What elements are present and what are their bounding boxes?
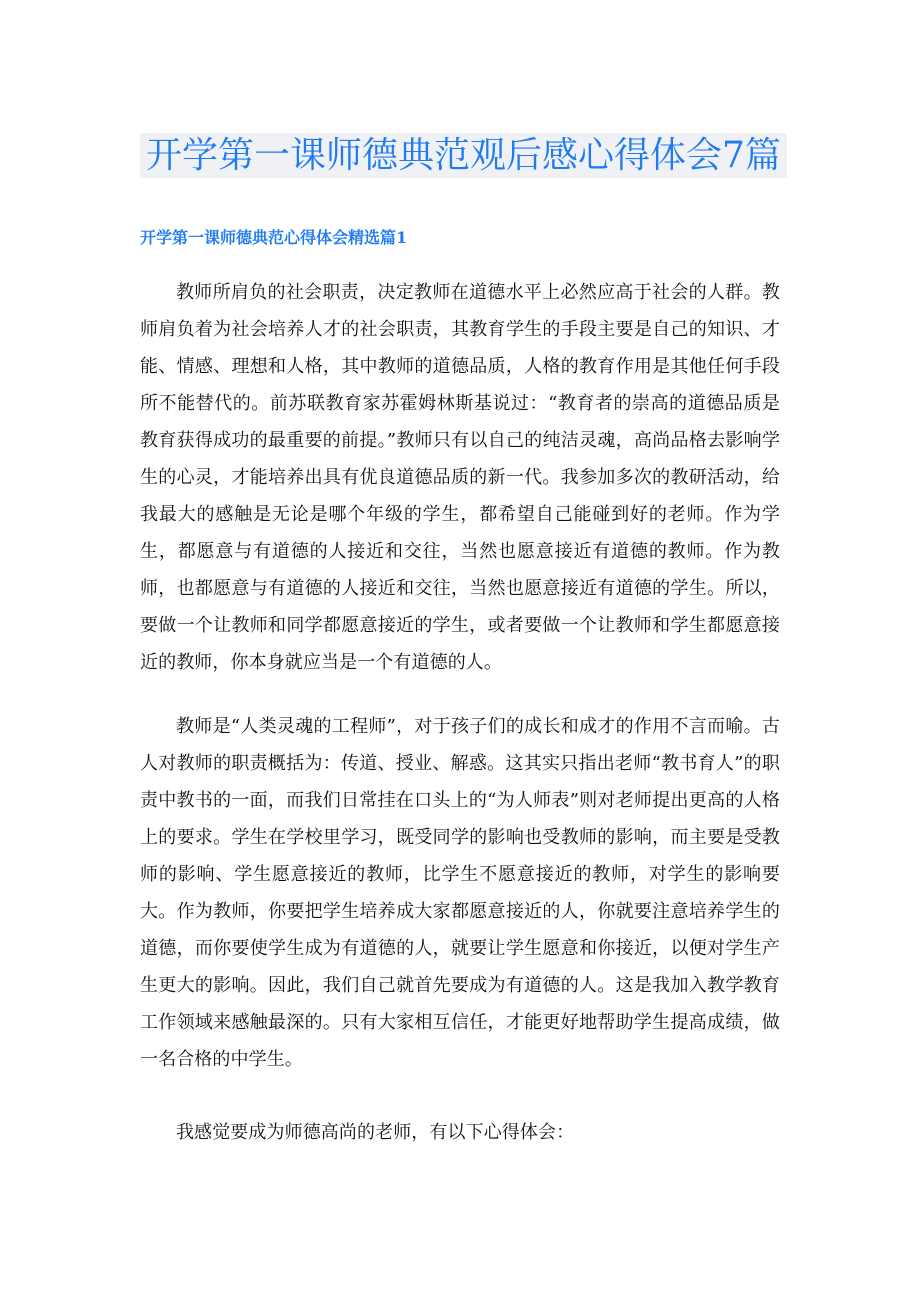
document-title (140, 128, 780, 184)
paragraph-3: 我感觉要成为师德高尚的老师，有以下心得体会： (176, 1122, 575, 1143)
paragraph-1: 教师所肩负的社会职责，决定教师在道德水平上必然应高于社会的人群。教师肩负着为社会培养人才的社会职责，其教育学生的手段主要是自己的知识、才能、情感、理想和人格，其中教师的道德品质，人格的教育作用是其他任何手段所不能替代的。前苏联教育家苏霍姆林斯基说过：“教育者的崇高的道德品质是教育获得成功的最重要的前提。”教师只有以自己的纯洁灵魂，高尚品格去影响学生的心灵，才能培养出具有优良道德品质的新一代。我参加多次的教研活动，给我最大的感触是无论是哪个年级的学生，都希望自己能碰到好的老师。作为学生，都愿意与有道德的人接近和交往，当然也愿意接近有道德的教师。作为教师，也都愿意与有道德的人接近和交往，当然也愿意接近有道德的学生。所以，要做一个让教师和同学都愿意接近的学生，或者要做一个让教师和学生都愿意接近的教师，你本身就应当是一个有道德的人。 (140, 282, 780, 673)
paragraph-2: 教师是“人类灵魂的工程师”，对于孩子们的成长和成才的作用不言而喻。古人对教师的职责概括为：传道、授业、解惑。这其实只指出老师“教书育人”的职责中教书的一面，而我们日常挂在口头上的“为人师表”则对老师提出更高的人格上的要求。学生在学校里学习，既受同学的影响也受教师的影响，而主要是受教师的影响、学生愿意接近的教师，比学生不愿意接近的教师，对学生的影响要大。作为教师，你要把学生培养成大家都愿意接近的人，你就要注意培养学生的道德，而你要使学生成为有道德的人，就要让学生愿意和你接近，以便对学生产生更大的影响。因此，我们自己就首先要成为有道德的人。这是我加入教学教育工作领域来感触最深的。只有大家相互信任，才能更好地帮助学生提高成绩，做一名合格的中学生。 (140, 716, 780, 1070)
document-title-text: 开学第一课师德典范观后感心得体会7篇 (140, 133, 787, 178)
section-heading: 开学第一课师德典范心得体会精选篇1 (140, 228, 408, 247)
